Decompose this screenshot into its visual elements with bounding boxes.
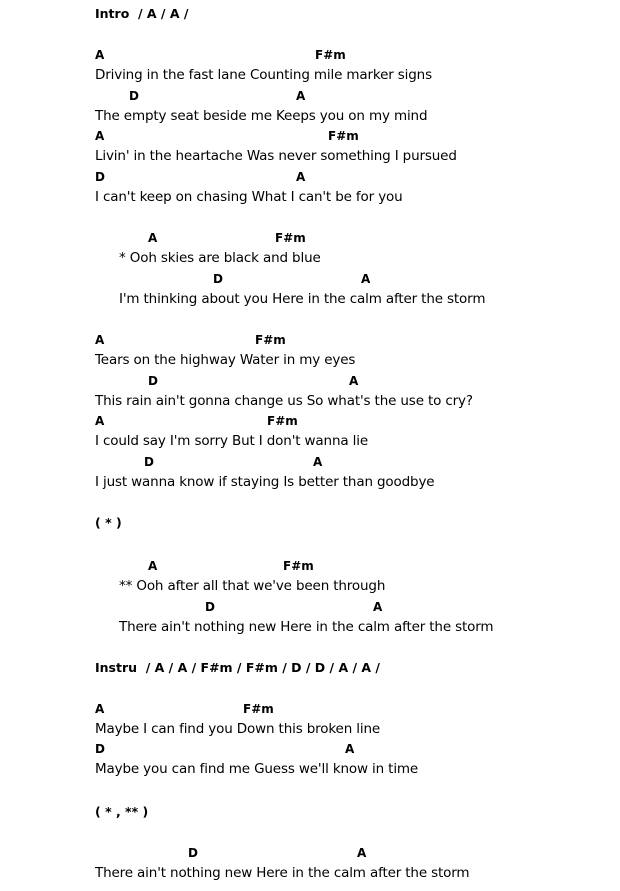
chord: F#m	[283, 559, 314, 573]
lyric-line: Tears on the highway Water in my eyes	[95, 352, 356, 368]
chord: F#m	[267, 414, 298, 428]
lyric-line: The empty seat beside me Keeps you on my mind	[95, 108, 428, 124]
lyric-line: Maybe you can find me Guess we'll know in time	[95, 761, 419, 777]
chord: D	[95, 170, 105, 184]
chorus-reference: ( * , ** )	[95, 804, 149, 819]
chord: A	[296, 89, 306, 103]
lyric-line: This rain ain't gonna change us So what's the use to cry?	[95, 393, 473, 409]
lyric-line: Livin' in the heartache Was never something I pursued	[95, 148, 457, 164]
chord: A	[296, 170, 306, 184]
chord: D	[129, 89, 139, 103]
lyric-line: * Ooh skies are black and blue	[119, 250, 321, 266]
chord: A	[148, 231, 158, 245]
lyric-line: Maybe I can find you Down this broken line	[95, 721, 381, 737]
lyric-line: I can't keep on chasing What I can't be for you	[95, 189, 403, 205]
chord: D	[148, 374, 158, 388]
chord: A	[345, 742, 355, 756]
lyric-line: I just wanna know if staying Is better than goodbye	[95, 474, 435, 490]
chord: D	[188, 846, 198, 860]
chord: A	[313, 455, 323, 469]
intro-label: Intro / A / A /	[95, 6, 189, 21]
chord: A	[349, 374, 359, 388]
chord: A	[361, 272, 371, 286]
lyric-line: ** Ooh after all that we've been through	[119, 578, 386, 594]
chord: A	[357, 846, 367, 860]
chord: F#m	[328, 129, 359, 143]
chord: A	[95, 129, 105, 143]
chord: D	[144, 455, 154, 469]
chord: D	[95, 742, 105, 756]
chord: F#m	[315, 48, 346, 62]
chord: A	[148, 559, 158, 573]
chord: F#m	[255, 333, 286, 347]
lyric-line: There ain't nothing new Here in the calm after the storm	[119, 619, 494, 635]
lyric-line: I could say I'm sorry But I don't wanna lie	[95, 433, 368, 449]
chord: D	[205, 600, 215, 614]
chord: D	[213, 272, 223, 286]
chorus-reference: ( * )	[95, 515, 122, 530]
chord: A	[95, 702, 105, 716]
instrumental-label: Instru / A / A / F#m / F#m / D / D / A / A /	[95, 660, 380, 675]
chord: A	[95, 333, 105, 347]
chord: F#m	[243, 702, 274, 716]
chord: F#m	[275, 231, 306, 245]
lyric-line: There ain't nothing new Here in the calm after the storm	[95, 865, 470, 881]
chord: A	[95, 48, 105, 62]
lyric-line: I'm thinking about you Here in the calm after the storm	[119, 291, 486, 307]
chord: A	[95, 414, 105, 428]
lyric-line: Driving in the fast lane Counting mile marker signs	[95, 67, 432, 83]
chord: A	[373, 600, 383, 614]
